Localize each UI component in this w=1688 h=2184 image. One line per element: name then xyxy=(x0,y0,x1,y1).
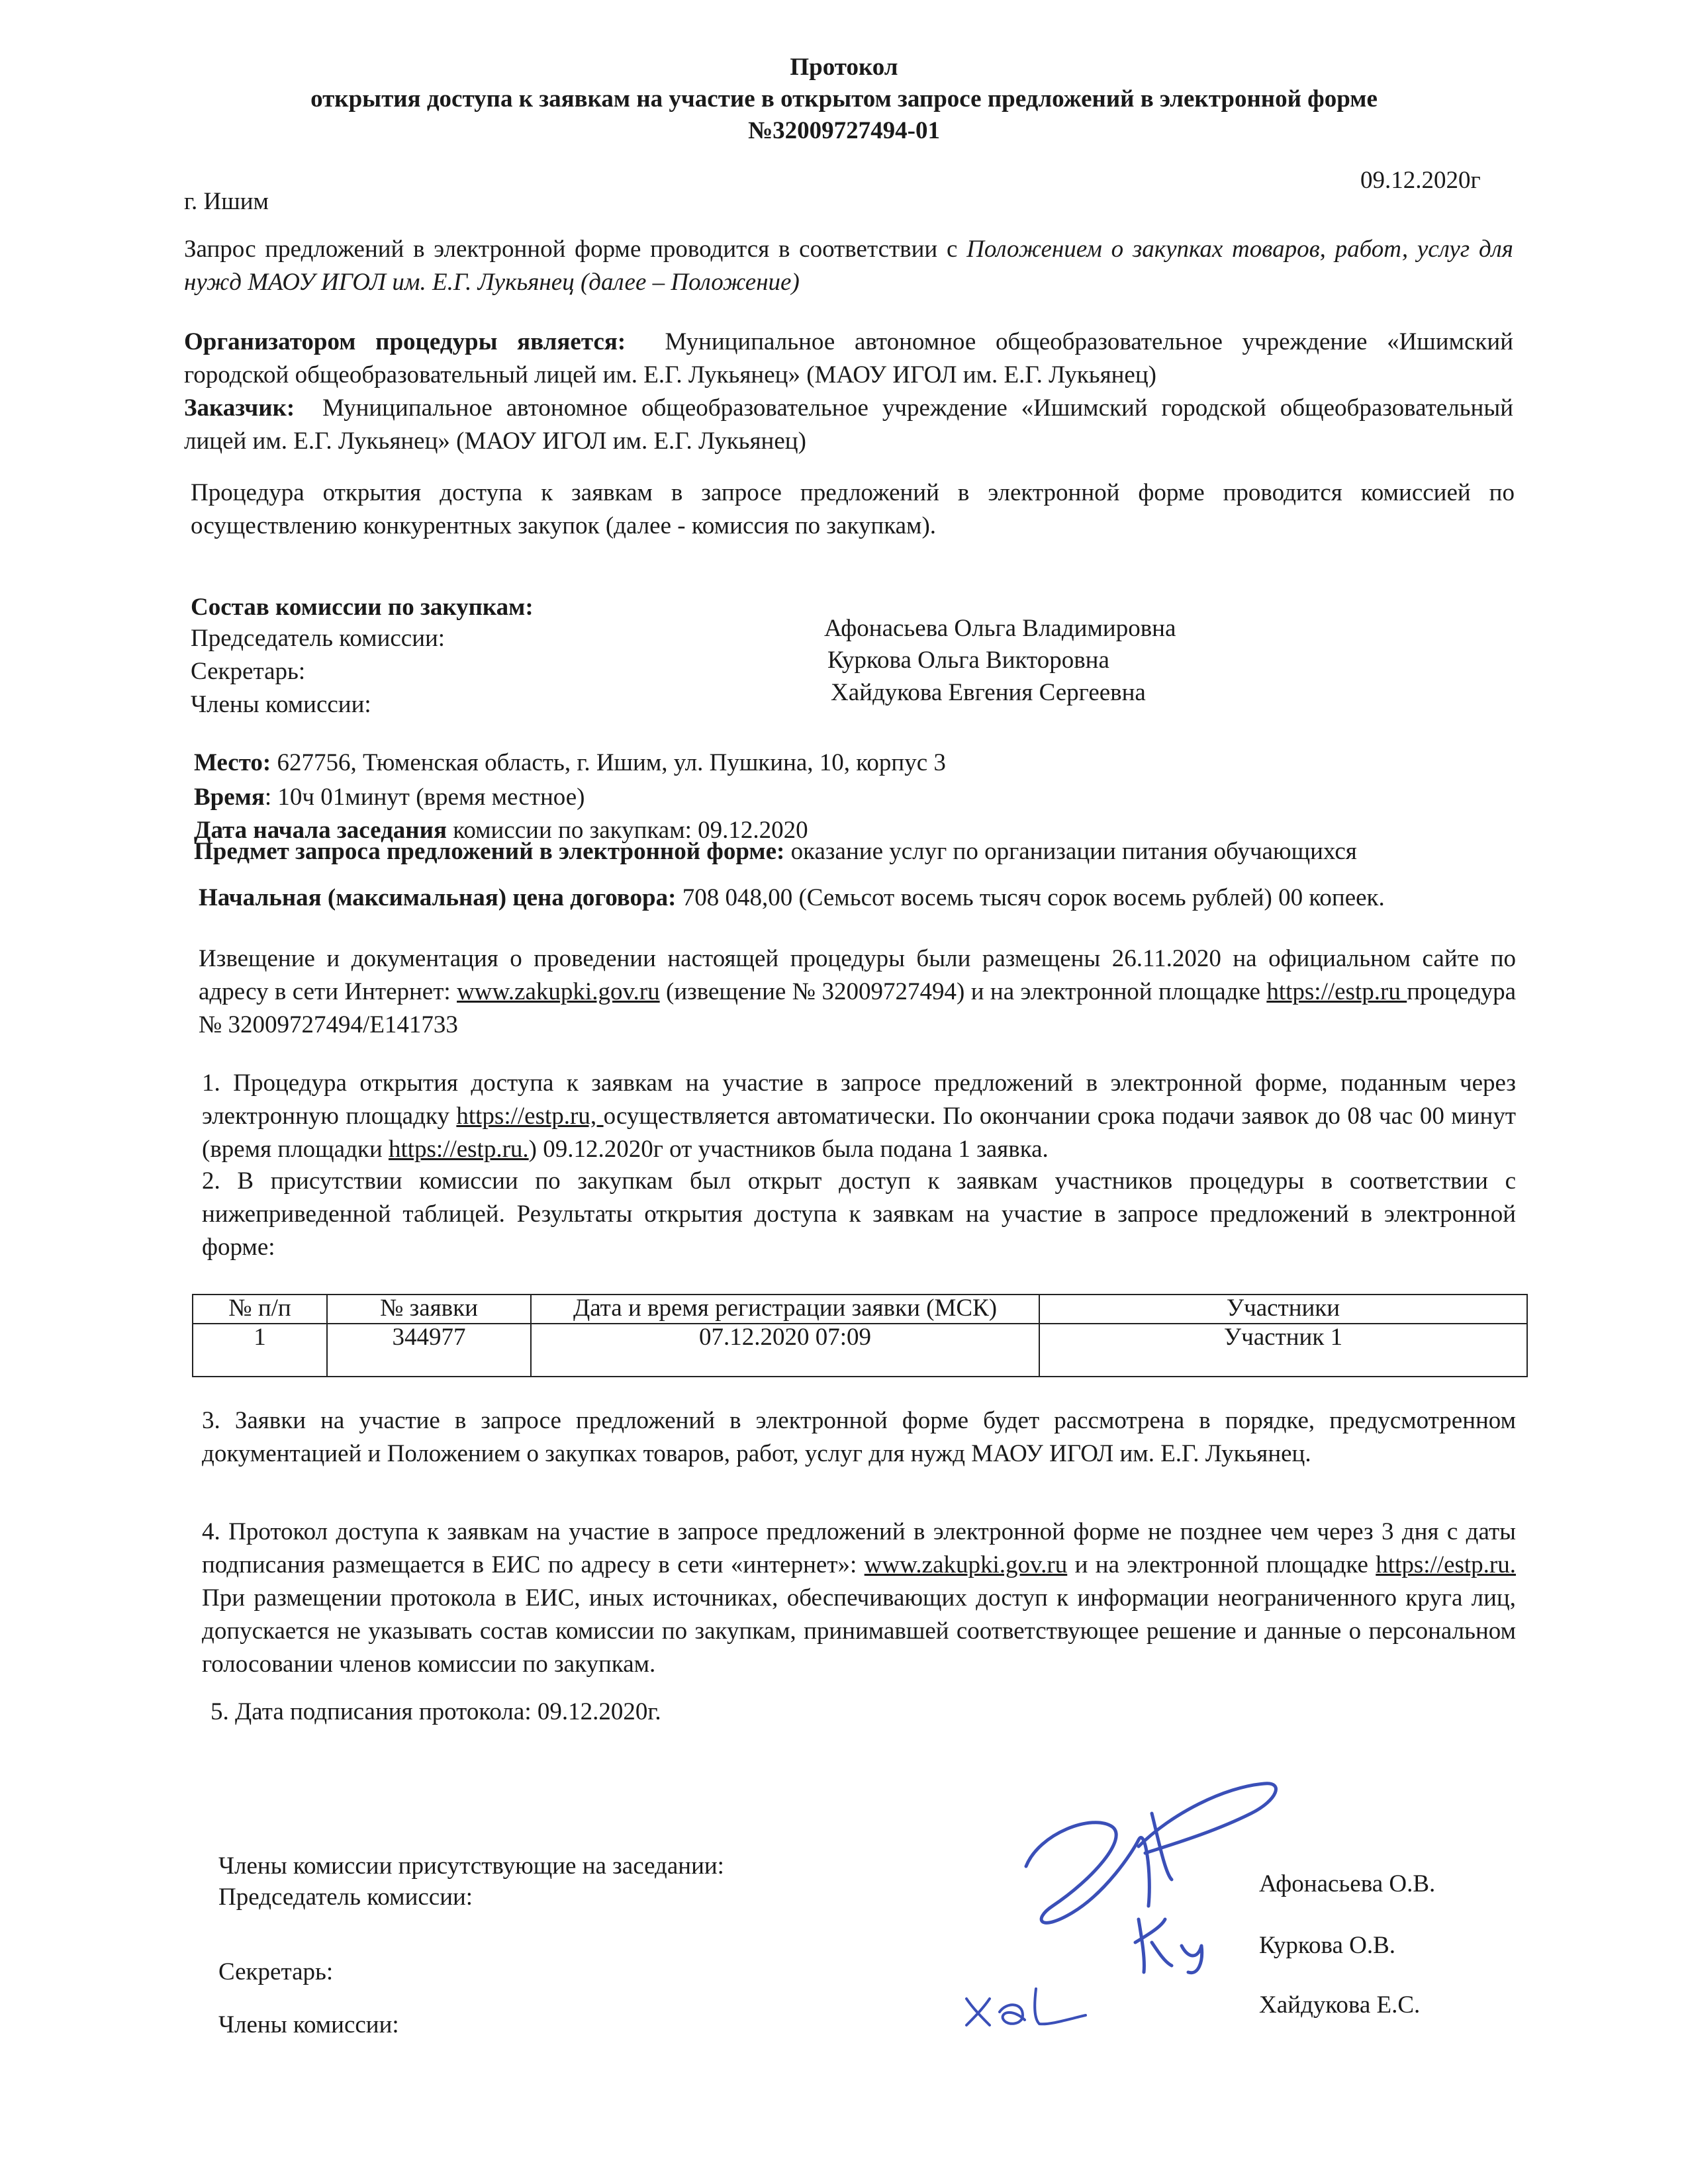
point-1 xyxy=(202,1067,1516,1166)
point-2: 2. В присутствии комиссии по закупкам был открыт доступ к заявкам участников процедуры в соответствии с нижеприведенной таблицей. Результаты открытия доступа к заявкам на участие в запросе предложений в электронной форме: xyxy=(202,1167,1516,1261)
commission-heading: Состав комиссии по закупкам: xyxy=(191,594,534,621)
document-title: Протокол xyxy=(790,54,898,81)
document-date: 09.12.2020г xyxy=(1360,167,1481,194)
document-number: №32009727494-01 xyxy=(747,117,940,144)
customer-paragraph xyxy=(184,392,1513,458)
start-label: Дата начала заседания xyxy=(194,817,447,844)
document-subtitle: открытия доступа к заявкам на участие в открытом запросе предложений в электронной форме xyxy=(310,85,1378,113)
signatures-members-name: Хайдукова Е.С. xyxy=(1259,1991,1421,2019)
point-4-link-estp[interactable]: https://estp.ru. xyxy=(1376,1551,1516,1578)
notice-link-zakupki[interactable]: www.zakupki.gov.ru xyxy=(457,978,660,1005)
commission-members-name: Хайдукова Евгения Сергеевна xyxy=(831,679,1146,706)
applications-table xyxy=(192,1294,1528,1377)
subject-value: оказание услуг по организации питания обучающихся xyxy=(784,838,1357,865)
point-3: 3. Заявки на участие в запросе предложений в электронной форме будет рассмотрена в порядке, предусмотренном документацией и Положением о закупках товаров, работ, услуг для нужд МАОУ ИГОЛ им. Е.Г. Лукьянец. xyxy=(202,1407,1516,1467)
secretary-signature-icon xyxy=(1125,1906,1238,1979)
table-row xyxy=(193,1324,1527,1377)
intro-text: Запрос предложений в электронной форме проводится в соответствии с xyxy=(184,236,967,263)
point-5: 5. Дата подписания протокола: 09.12.2020г. xyxy=(211,1698,661,1725)
organizer-paragraph xyxy=(184,326,1513,392)
intro-regulation: Положением о закупках товаров, работ, услуг для нужд МАОУ ИГОЛ им. Е.Г. Лукьянец (далее – Положение) xyxy=(184,236,1513,296)
notice-text-1: Извещение и документация о проведении настоящей процедуры были размещены 26.11.2020 на официальном сайте по адресу в сети Интернет: xyxy=(199,945,1516,1005)
notice-link-estp[interactable]: https://estp.ru xyxy=(1266,978,1407,1005)
time-value: : 10ч 01минут (время местное) xyxy=(264,784,585,811)
subject-line xyxy=(194,835,1357,868)
table-header-row xyxy=(193,1295,1527,1324)
notice-paragraph xyxy=(199,942,1516,1042)
notice-text-2: (извещение № 32009727494) и на электронной площадке xyxy=(659,978,1267,1005)
commission-secretary-label: Секретарь: xyxy=(191,658,306,685)
point-1-text-a: 1. Процедура открытия доступа к заявкам на участие в запросе предложений в электронной форме, поданным через электронную площадку xyxy=(202,1069,1516,1130)
signatures-chair-label: Председатель комиссии: xyxy=(218,1884,473,1911)
column-header-participants: Участники xyxy=(1039,1295,1527,1324)
commission-members-label: Члены комиссии: xyxy=(191,691,371,718)
time-label: Время xyxy=(194,784,265,811)
column-header-registration: Дата и время регистрации заявки (МСК) xyxy=(531,1295,1039,1324)
point-1-link-estp[interactable]: https://estp.ru, xyxy=(456,1103,604,1130)
organizer-label: Организатором процедуры является: xyxy=(184,328,626,355)
signatures-chair-name: Афонасьева О.В. xyxy=(1259,1870,1436,1897)
price-label: Начальная (максимальная) цена договора: xyxy=(199,884,677,911)
notice-text-3: процедура № 32009727494/Е141733 xyxy=(199,978,1516,1038)
commission-chair-name: Афонасьева Ольга Владимировна xyxy=(824,615,1176,642)
procedure-paragraph: Процедура открытия доступа к заявкам в запросе предложений в электронной форме проводится комиссией по осуществлению конкурентных закупок (далее - комиссия по закупкам). xyxy=(191,479,1515,539)
signatures-secretary-label: Секретарь: xyxy=(218,1958,334,1985)
place-value: 627756, Тюменская область, г. Ишим, ул. Пушкина, 10, корпус 3 xyxy=(271,749,946,776)
signatures-heading: Члены комиссии присутствующие на заседании: xyxy=(218,1852,724,1880)
start-value: комиссии по закупкам: 09.12.2020 xyxy=(446,817,808,844)
commission-secretary-name: Куркова Ольга Викторовна xyxy=(827,647,1109,674)
signatures-secretary-name: Куркова О.В. xyxy=(1259,1932,1396,1959)
place-label: Место: xyxy=(194,749,271,776)
price-value: 708 048,00 (Семьсот восемь тысяч сорок восемь рублей) 00 копеек. xyxy=(676,884,1385,911)
point-4 xyxy=(202,1516,1516,1681)
column-header-application: № заявки xyxy=(327,1295,531,1324)
organizer-value: Муниципальное автономное общеобразовательное учреждение «Ишимский городской общеобразовательный лицей им. Е.Г. Лукьянец» (МАОУ ИГОЛ им. Е.Г. Лукьянец) xyxy=(184,328,1513,388)
member-signature-icon xyxy=(960,1979,1092,2032)
subject-label: Предмет запроса предложений в электронной форме: xyxy=(194,838,785,865)
point-1-text-b: осуществляется автоматически. По окончании срока подачи заявок до 08 час 00 минут (время площадки xyxy=(202,1103,1516,1163)
column-header-number: № п/п xyxy=(193,1295,327,1324)
cell-participant: Участник 1 xyxy=(1039,1324,1527,1377)
customer-label: Заказчик: xyxy=(184,394,295,422)
point-4-text-b: и на электронной площадке xyxy=(1067,1551,1376,1578)
customer-value: Муниципальное автономное общеобразовательное учреждение «Ишимский городской общеобразовательный лицей им. Е.Г. Лукьянец» (МАОУ ИГОЛ им. Е.Г. Лукьянец) xyxy=(184,394,1513,455)
intro-paragraph xyxy=(184,233,1513,299)
place-line xyxy=(194,747,946,780)
signatures-members-label: Члены комиссии: xyxy=(218,2011,399,2038)
time-line xyxy=(194,781,585,814)
point-1-link-estp-2[interactable]: https://estp.ru. xyxy=(388,1136,529,1163)
point-1-text-c: ) 09.12.2020г от участников была подана 1 заявка. xyxy=(528,1136,1049,1163)
point-4-link-zakupki[interactable]: www.zakupki.gov.ru xyxy=(864,1551,1068,1578)
document-city: г. Ишим xyxy=(184,188,269,215)
cell-application: 344977 xyxy=(327,1324,531,1377)
price-paragraph xyxy=(199,882,1516,915)
commission-chair-label: Председатель комиссии: xyxy=(191,625,445,652)
point-4-text-a: 4. Протокол доступа к заявкам на участие в запросе предложений в электронной форме не позднее чем через 3 дня с даты подписания размещается в ЕИС по адресу в сети «интернет»: xyxy=(202,1518,1516,1578)
cell-registration: 07.12.2020 07:09 xyxy=(531,1324,1039,1377)
point-4-text-c: При размещении протокола в ЕИС, иных источниках, обеспечивающих доступ к информации неограниченного круга лиц, допускается не указывать состав комиссии по закупкам, принимавшей соответствующее решение и данные о персональном голосовании членов комиссии по закупкам. xyxy=(202,1584,1516,1678)
cell-number: 1 xyxy=(193,1324,327,1377)
